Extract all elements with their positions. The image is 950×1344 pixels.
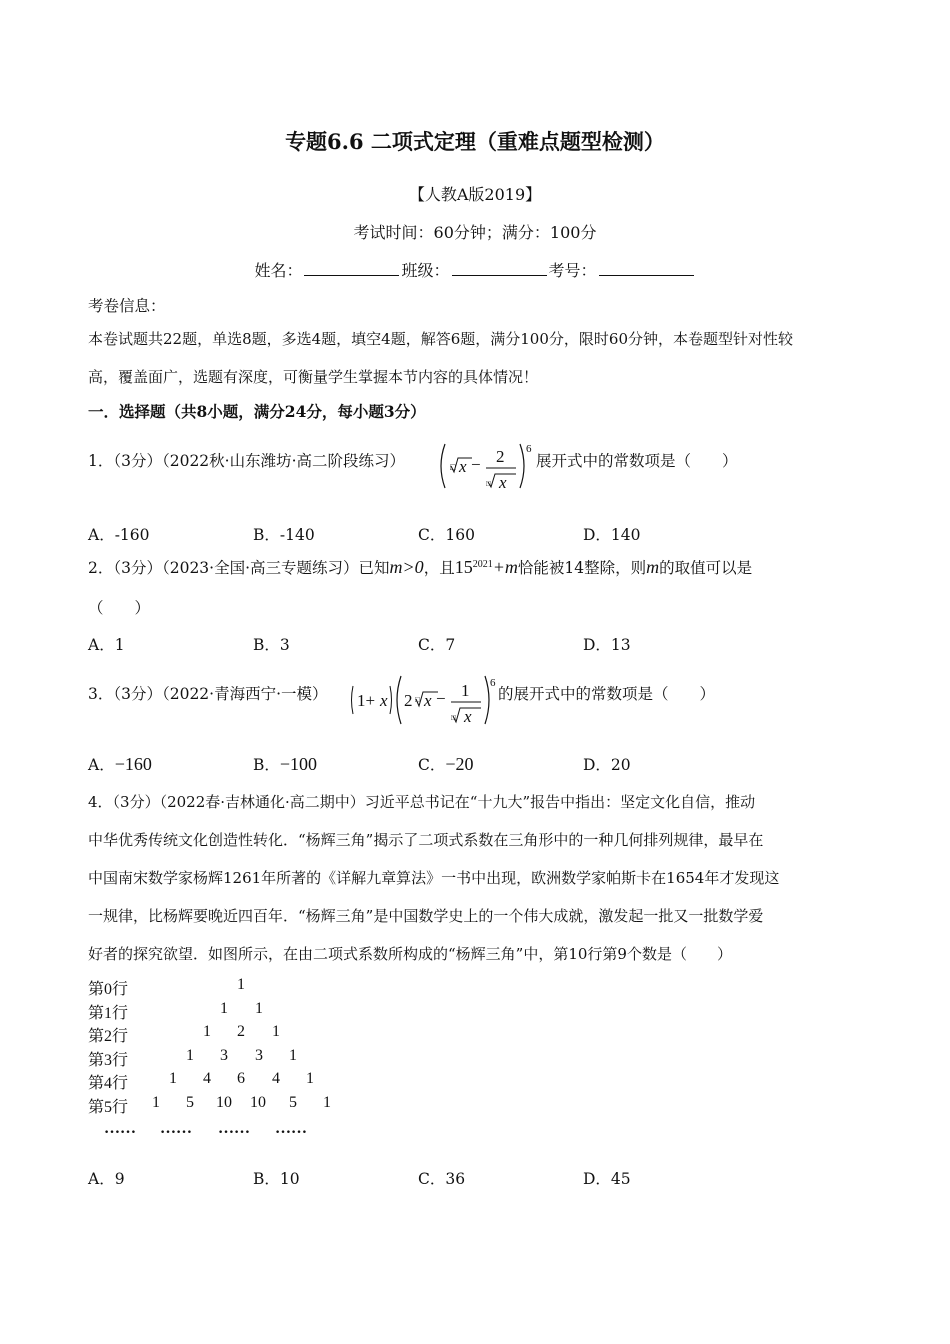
q3-suffix: 的展开式中的常数项是（ ） xyxy=(498,685,716,703)
row-label-0: 第0行 xyxy=(88,981,129,998)
name-label: 姓名： xyxy=(254,261,303,280)
q2-option-d[interactable]: D．13 xyxy=(583,636,631,654)
q3-option-b-label: B． xyxy=(253,756,280,774)
row-label-1: 第1行 xyxy=(88,1005,129,1022)
q4-option-c[interactable]: C．36 xyxy=(418,1170,466,1188)
tri-4-4: 1 xyxy=(306,1070,314,1087)
edition-label: 【人教A版2019】 xyxy=(408,185,542,204)
q3-formula xyxy=(348,672,500,728)
q2-base: 15 xyxy=(454,557,473,577)
q2-paren: （ ） xyxy=(88,599,151,617)
q4-line-4: 一规律，比杨辉要晚近四百年．“杨辉三角”是中国数学史上的一个伟大成就，激发起一批又一批数学爱 xyxy=(88,907,764,925)
svg-text:−: − xyxy=(471,455,481,474)
svg-text:x: x xyxy=(459,457,467,476)
q2-mid: ，且 xyxy=(423,559,455,577)
tri-5-1: 5 xyxy=(186,1094,194,1111)
tri-3-1: 3 xyxy=(220,1047,228,1064)
row-label-3: 第3行 xyxy=(88,1052,129,1069)
page-title: 专题6.6 二项式定理（重难点题型检测） xyxy=(285,129,665,154)
q1-exponent: 6 xyxy=(526,443,532,455)
row-label-2: 第2行 xyxy=(88,1028,129,1045)
svg-text:x: x xyxy=(424,691,432,710)
tri-dots-2: …… xyxy=(218,1120,250,1137)
tri-dots-1: …… xyxy=(160,1120,192,1137)
tri-dots-0: …… xyxy=(104,1120,136,1137)
q3-option-b[interactable] xyxy=(253,753,317,775)
svg-text:□: □ xyxy=(415,695,420,704)
q4-line-1: 4．（3分）（2022春·吉林通化·高二期中）习近平总书记在“十九大”报告中指出：坚定文化自信，推动 xyxy=(88,793,756,811)
q2-line xyxy=(88,556,752,578)
q2-suffix2: 的取值可以是 xyxy=(659,559,753,577)
name-blank[interactable] xyxy=(304,261,399,276)
tri-5-2: 10 xyxy=(216,1094,232,1111)
q3-option-c-value: −20 xyxy=(445,754,474,774)
svg-text:x: x xyxy=(464,707,472,726)
tri-5-0: 1 xyxy=(152,1094,160,1111)
tri-dots-3: …… xyxy=(275,1120,307,1137)
q3-option-b-value: −100 xyxy=(279,754,318,774)
tri-5-3: 10 xyxy=(250,1094,266,1111)
q1-prefix: 1．（3分）（2022秋·山东潍坊·高二阶段练习） xyxy=(88,452,406,470)
info-line-1: 本卷试题共22题，单选8题，多选4题，填空4题，解答6题，满分100分，限时60分钟，本卷题型针对性较 xyxy=(88,330,793,348)
section-heading: 一．选择题（共8小题，满分24分，每小题3分） xyxy=(88,402,426,421)
q4-line-5: 好者的探究欲望．如图所示，在由二项式系数所构成的“杨辉三角”中，第10行第9个数是（ ） xyxy=(88,945,732,963)
q2-plus-m: +m xyxy=(492,557,518,577)
tri-2-0: 1 xyxy=(203,1023,211,1040)
q3-option-a[interactable] xyxy=(88,753,152,775)
q3-prefix: 3．（3分）（2022·青海西宁·一模） xyxy=(88,685,328,703)
svg-text:□: □ xyxy=(486,479,491,488)
svg-text:□: □ xyxy=(450,462,456,472)
svg-text:x: x xyxy=(499,473,507,492)
q4-option-a[interactable]: A．9 xyxy=(88,1170,125,1188)
tri-5-5: 1 xyxy=(323,1094,331,1111)
q3-option-a-label: A． xyxy=(88,756,115,774)
row-label-4: 第4行 xyxy=(88,1075,129,1092)
q1-numerator: 2 xyxy=(496,447,505,466)
q2-option-b[interactable]: B．3 xyxy=(253,636,290,654)
class-blank[interactable] xyxy=(452,261,547,276)
tri-4-0: 1 xyxy=(169,1070,177,1087)
tri-4-3: 4 xyxy=(272,1070,280,1087)
class-label: 班级： xyxy=(401,261,450,280)
tri-3-0: 1 xyxy=(186,1047,194,1064)
svg-text:−: − xyxy=(436,689,446,708)
q3-option-a-value: −160 xyxy=(114,754,152,774)
info-line-2: 高，覆盖面广，选题有深度，可衡量学生掌握本节内容的具体情况！ xyxy=(88,368,539,386)
svg-text:2: 2 xyxy=(404,691,413,710)
student-info-line xyxy=(0,258,950,281)
q2-prefix: 2．（3分）（2023·全国·高三专题练习）已知 xyxy=(88,559,390,577)
q2-condition: m>0 xyxy=(389,557,424,577)
q4-option-b[interactable]: B．10 xyxy=(253,1170,300,1188)
tri-4-2: 6 xyxy=(237,1070,245,1087)
q2-exponent: 2021 xyxy=(472,558,493,570)
tri-3-3: 1 xyxy=(289,1047,297,1064)
q4-line-3: 中国南宋数学家杨辉1261年所著的《详解九章算法》一书中出现，欧洲数学家帕斯卡在1654年才发现这 xyxy=(88,869,780,887)
q3-option-d[interactable]: D．20 xyxy=(583,756,631,774)
q4-option-d[interactable]: D．45 xyxy=(583,1170,631,1188)
q1-option-b[interactable]: B．-140 xyxy=(253,526,315,544)
q1-option-d[interactable]: D．140 xyxy=(583,526,641,544)
svg-text:□: □ xyxy=(451,713,456,722)
tri-4-1: 4 xyxy=(203,1070,211,1087)
q2-option-a[interactable]: A．1 xyxy=(88,636,125,654)
exam-time: 考试时间：60分钟；满分：100分 xyxy=(353,223,597,242)
q2-suffix: 恰能被14整除，则 xyxy=(517,559,647,577)
info-label: 考卷信息： xyxy=(88,297,166,315)
q1-option-c[interactable]: C．160 xyxy=(418,526,475,544)
tri-2-1: 2 xyxy=(237,1023,245,1040)
tri-3-2: 3 xyxy=(255,1047,263,1064)
svg-text:1+: 1+ xyxy=(357,691,376,710)
q1-formula xyxy=(436,440,536,492)
q1-option-a[interactable]: A．-160 xyxy=(88,526,150,544)
q1-suffix: 展开式中的常数项是（ ） xyxy=(536,452,738,470)
tri-5-4: 5 xyxy=(289,1094,297,1111)
tri-1-0: 1 xyxy=(220,1000,228,1017)
tri-0-0: 1 xyxy=(237,976,245,993)
number-label: 考号： xyxy=(548,261,597,280)
q3-option-c[interactable] xyxy=(418,753,474,775)
q3-exponent: 6 xyxy=(490,677,496,689)
q2-m: m xyxy=(646,557,660,577)
q3-option-c-label: C． xyxy=(418,756,446,774)
svg-text:1: 1 xyxy=(461,681,470,700)
svg-text:x: x xyxy=(380,691,388,710)
q2-option-c[interactable]: C．7 xyxy=(418,636,456,654)
q4-line-2: 中华优秀传统文化创造性转化．“杨辉三角”揭示了二项式系数在三角形中的一种几何排列规律，最早在 xyxy=(88,831,764,849)
row-label-5: 第5行 xyxy=(88,1099,129,1116)
tri-1-1: 1 xyxy=(255,1000,263,1017)
tri-2-2: 1 xyxy=(272,1023,280,1040)
number-blank[interactable] xyxy=(599,261,694,276)
